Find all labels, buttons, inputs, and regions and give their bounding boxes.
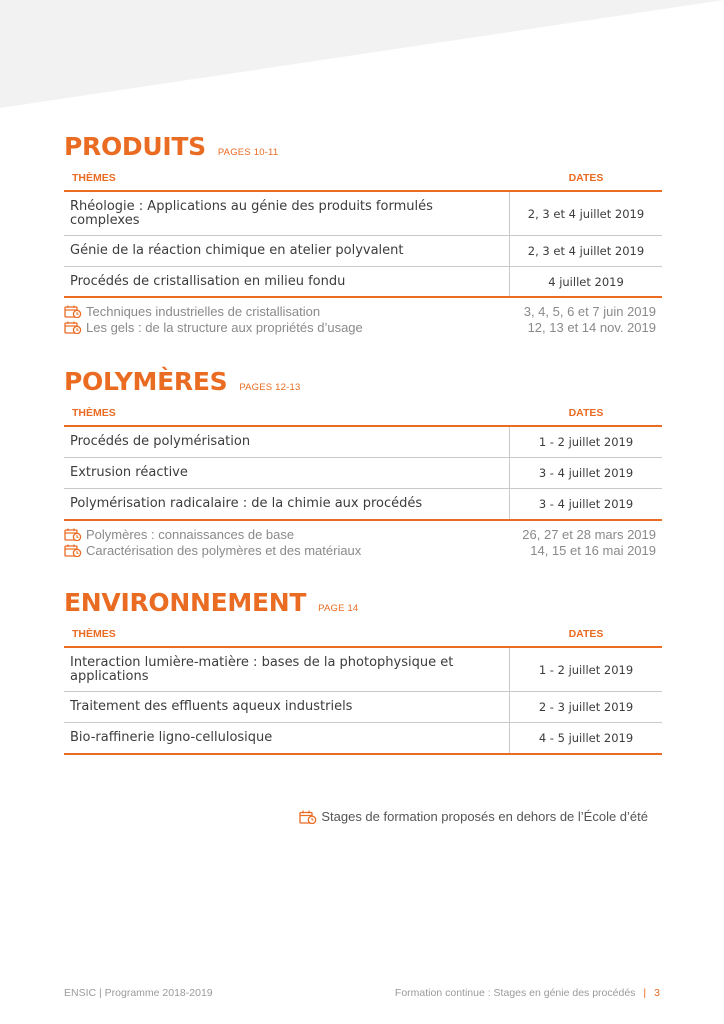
legend [299,809,648,824]
row-theme: Interaction lumière-matière : bases de la photophysique et applications [70,654,454,684]
row-theme: Traitement des effluents aqueux industriels [70,699,353,714]
decorative-corner [0,0,724,110]
extra-theme: Caractérisation des polymères et des matériaux [86,543,362,559]
extra-courses [64,298,662,336]
col-dates: DATES [568,172,604,184]
extra-theme: Polymères : connaissances de base [86,526,295,542]
col-themes: THÈMES [72,628,116,640]
row-theme: Procédés de polymérisation [70,434,251,449]
table-row [64,692,662,723]
table-header [64,622,662,648]
extra-date: 12, 13 et 14 nov. 2019 [527,320,656,336]
row-theme: Polymérisation radicalaire : de la chimie aux procédés [70,496,423,511]
table-row [64,489,662,521]
extra-course [64,303,662,320]
section-pages: PAGES 12-13 [239,382,301,393]
table-row [64,267,662,298]
row-date: 2, 3 et 4 juillet 2019 [509,236,662,266]
extra-date: 26, 27 et 28 mars 2019 [522,526,656,542]
footer-title: Formation continue : Stages en génie des procédés [394,987,636,999]
section-pages: PAGES 10-11 [217,147,279,158]
calendar-clock-icon [64,321,82,334]
legend-text: Stages de formation proposés en dehors de l’École d’été [321,809,648,824]
section-environnement [64,588,662,755]
row-theme: Extrusion réactive [70,465,188,480]
calendar-clock-icon [299,810,317,824]
extra-course [64,526,662,543]
extra-date: 3, 4, 5, 6 et 7 juin 2019 [523,303,656,319]
col-themes: THÈMES [72,407,116,419]
extra-courses [64,521,662,559]
calendar-clock-icon [64,305,82,318]
page-number: 3 [654,987,660,999]
col-dates: DATES [568,628,604,640]
row-date: 4 - 5 juillet 2019 [509,723,662,753]
footer-right [395,987,660,999]
table-row [64,427,662,458]
table-header [64,166,662,192]
row-date: 2 - 3 juillet 2019 [509,692,662,722]
table-header [64,401,662,427]
row-date: 1 - 2 juillet 2019 [509,427,662,457]
section-title: PRODUITS [64,132,206,161]
extra-date: 14, 15 et 16 mai 2019 [530,543,656,559]
extra-course [64,543,662,560]
section-header [64,367,662,401]
row-theme: Procédés de cristallisation en milieu fondu [70,273,346,289]
row-date: 4 juillet 2019 [509,267,662,296]
table-row [64,648,662,692]
table-row [64,192,662,236]
footer-left: ENSIC | Programme 2018-2019 [64,987,213,999]
table-row [64,236,662,267]
section-polymeres [64,367,662,559]
table-row [64,458,662,489]
calendar-clock-icon [64,528,82,541]
extra-course [64,320,662,337]
extra-theme: Techniques industrielles de cristallisation [86,303,321,319]
section-title: ENVIRONNEMENT [64,588,307,617]
footer-separator: | [643,987,647,999]
row-theme: Génie de la réaction chimique en atelier polyvalent [70,243,404,258]
col-dates: DATES [568,407,604,419]
row-theme: Rhéologie : Applications au génie des produits formulés complexes [70,198,433,228]
col-themes: THÈMES [72,172,116,184]
extra-theme: Les gels : de la structure aux propriétés d’usage [86,320,363,336]
row-date: 1 - 2 juillet 2019 [509,648,662,691]
row-date: 2, 3 et 4 juillet 2019 [509,192,662,235]
section-title: POLYMÈRES [64,367,228,396]
section-header [64,132,662,166]
row-date: 3 - 4 juillet 2019 [509,458,662,488]
section-pages: PAGE 14 [318,603,359,614]
table-row [64,723,662,755]
section-produits [64,132,662,336]
row-theme: Bio-raffinerie ligno-cellulosique [70,730,273,745]
section-header [64,588,662,622]
row-date: 3 - 4 juillet 2019 [509,489,662,519]
calendar-clock-icon [64,544,82,557]
